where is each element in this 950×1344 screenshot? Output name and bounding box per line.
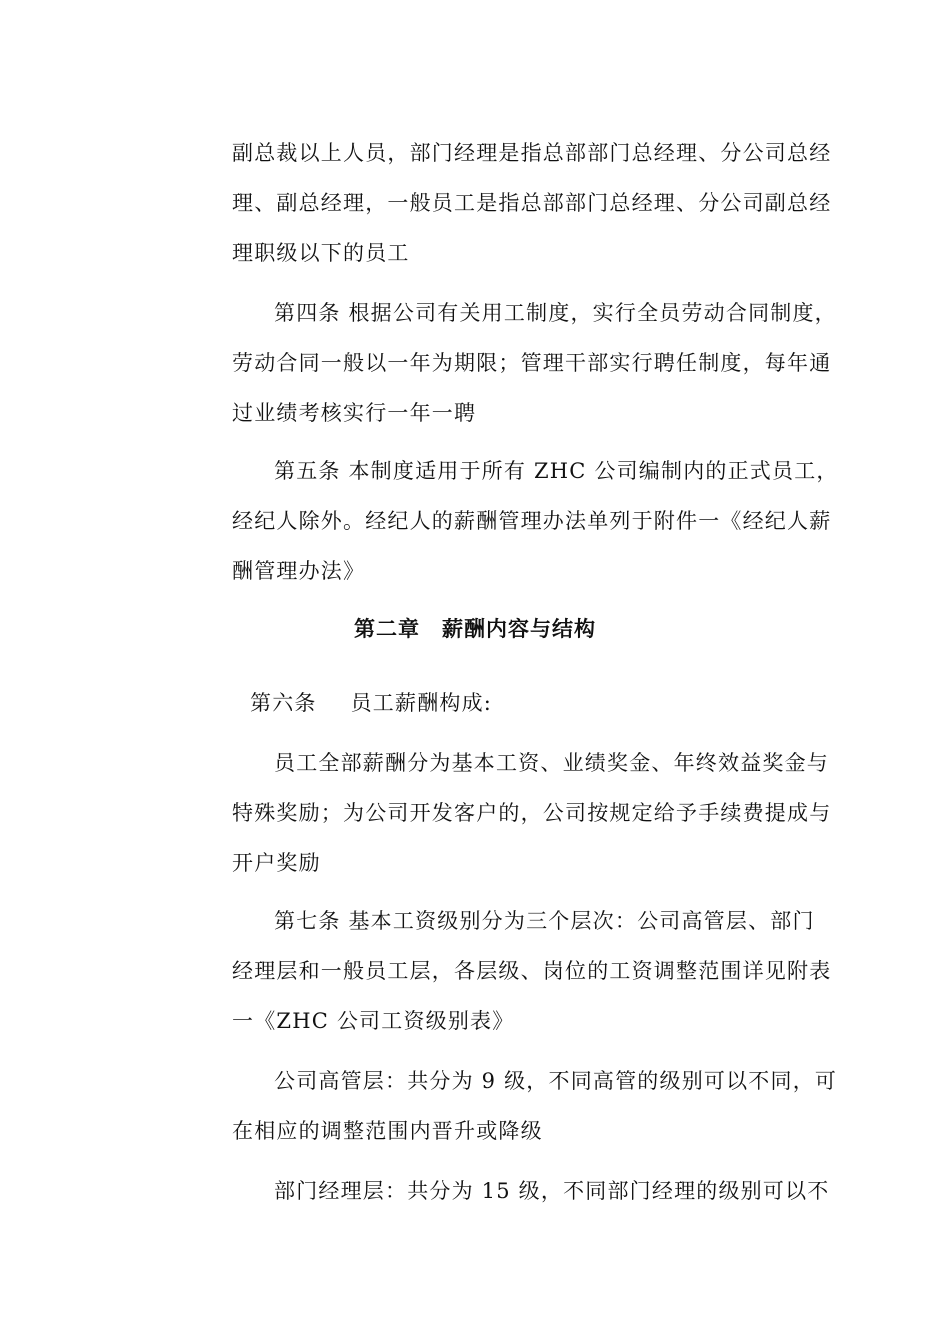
article-four-line: 劳动合同一般以一年为期限；管理干部实行聘任制度，每年通 <box>232 351 832 375</box>
executive-tier-line: 公司高管层：共分为 9 级，不同高管的级别可以不同，可 <box>274 1069 838 1093</box>
article-four-line: 第四条 根据公司有关用工制度，实行全员劳动合同制度， <box>274 301 837 325</box>
article-five-line: 第五条 本制度适用于所有 ZHC 公司编制内的正式员工， <box>274 459 839 483</box>
executive-tier-line: 在相应的调整范围内晋升或降级 <box>232 1119 543 1143</box>
paragraph-line: 开户奖励 <box>232 851 321 875</box>
article-seven-line: 第七条 基本工资级别分为三个层次：公司高管层、部门 <box>274 909 815 933</box>
article-six-line <box>250 688 492 718</box>
article-six-label: 第六条 <box>250 691 317 715</box>
chapter-heading: 第二章 薪酬内容与结构 <box>354 616 596 641</box>
article-six-text: 员工薪酬构成: <box>350 691 493 715</box>
article-seven-line: 经理层和一般员工层，各层级、岗位的工资调整范围详见附表 <box>232 959 832 983</box>
paragraph-line: 理、副总经理，一般员工是指总部部门总经理、分公司副总经 <box>232 191 832 215</box>
article-five-line: 经纪人除外。经纪人的薪酬管理办法单列于附件一《经纪人薪 <box>232 509 832 533</box>
article-five-line: 酬管理办法》 <box>232 559 366 583</box>
paragraph-line: 副总裁以上人员，部门经理是指总部部门总经理、分公司总经 <box>232 141 832 165</box>
article-seven-line: 一《ZHC 公司工资级别表》 <box>232 1009 515 1033</box>
article-four-line: 过业绩考核实行一年一聘 <box>232 401 477 425</box>
manager-tier-line: 部门经理层：共分为 15 级，不同部门经理的级别可以不 <box>274 1179 830 1203</box>
paragraph-line: 员工全部薪酬分为基本工资、业绩奖金、年终效益奖金与 <box>274 751 829 775</box>
paragraph-line: 特殊奖励；为公司开发客户的，公司按规定给予手续费提成与 <box>232 801 832 825</box>
paragraph-line: 理职级以下的员工 <box>232 241 410 265</box>
